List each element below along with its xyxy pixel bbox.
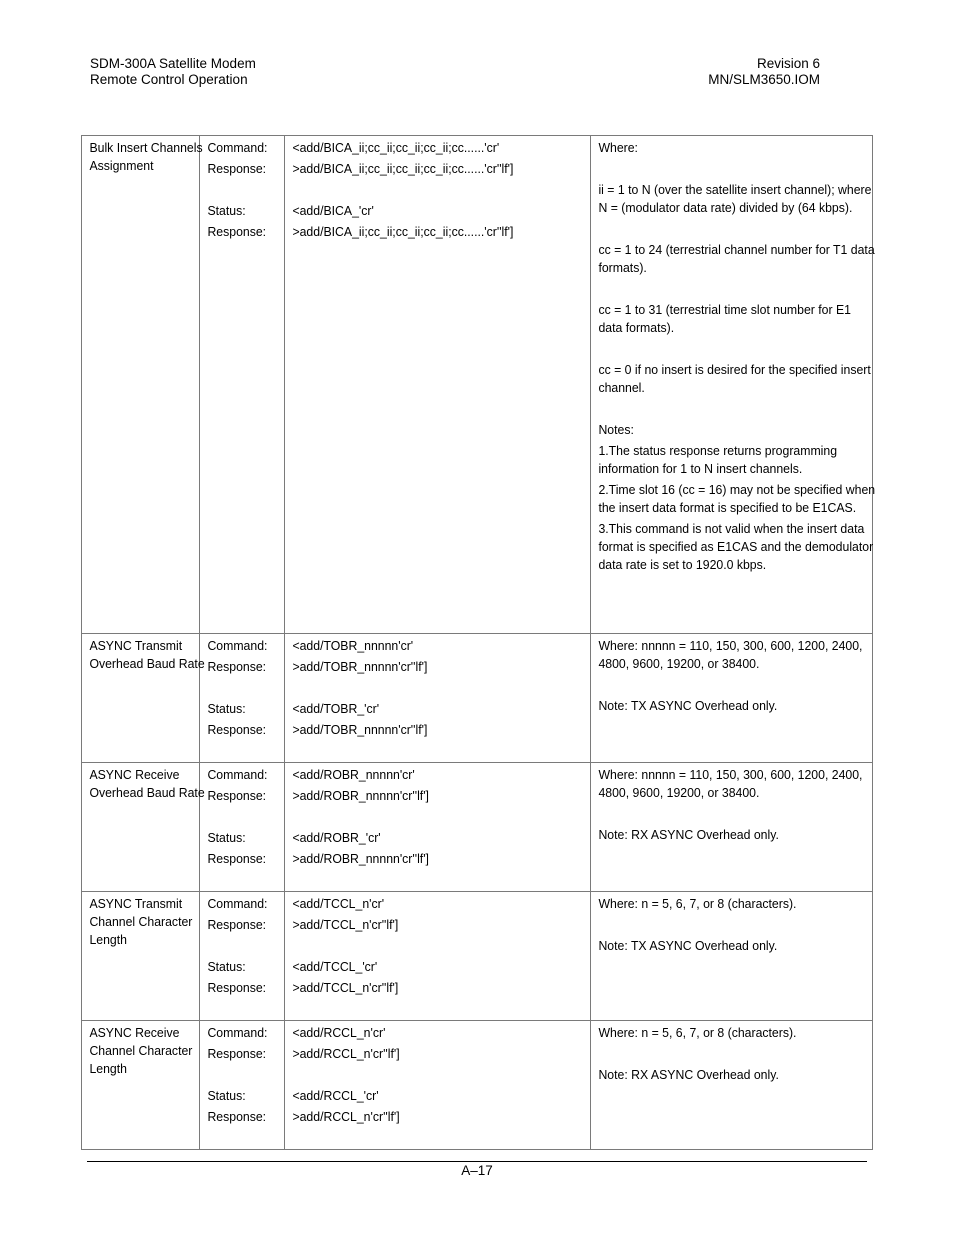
status-response-label: Response: bbox=[207, 980, 267, 995]
footer-rule bbox=[87, 1161, 867, 1162]
description-paragraph: cc = 1 to 24 (terrestrial channel number for T1 data formats). bbox=[598, 242, 875, 275]
section-title: Remote Control Operation bbox=[90, 72, 248, 87]
labels-cell bbox=[200, 1021, 298, 1149]
table-row bbox=[82, 892, 873, 1021]
status-label: Status: bbox=[207, 1088, 247, 1103]
note-text: Note: RX ASYNC Overhead only. bbox=[598, 827, 779, 842]
description-cell bbox=[591, 634, 886, 735]
status-label: Status: bbox=[207, 959, 247, 974]
status-syntax: <add/ROBR_'cr' bbox=[292, 830, 381, 845]
response-label: Response: bbox=[207, 1046, 267, 1061]
status-response-syntax: >add/BICA_ii;cc_ii;cc_ii;cc_ii;cc......'cr''lf'] bbox=[292, 224, 514, 239]
where-text: Where: nnnnn = 110, 150, 300, 600, 1200, 2400, 4800, 9600, 19200, or 38400. bbox=[598, 767, 863, 800]
response-label: Response: bbox=[207, 659, 267, 674]
note-item: 1.The status response returns programming information for 1 to N insert channels. bbox=[598, 443, 837, 476]
command-syntax: <add/BICA_ii;cc_ii;cc_ii;cc_ii;cc......'cr' bbox=[292, 140, 499, 155]
description-paragraph: ii = 1 to N (over the satellite insert channel); where N = (modulator data rate) divided by (64 kbps). bbox=[598, 182, 872, 215]
description-paragraph: cc = 0 if no insert is desired for the specified insert channel. bbox=[598, 362, 871, 395]
response-syntax: >add/TCCL_n'cr''lf'] bbox=[292, 917, 399, 932]
syntax-cell bbox=[285, 892, 604, 1020]
where-text: Where: n = 5, 6, 7, or 8 (characters). bbox=[598, 1025, 797, 1040]
command-syntax: <add/RCCL_n'cr' bbox=[292, 1025, 386, 1040]
status-response-label: Response: bbox=[207, 722, 267, 737]
revision-label: Revision 6 bbox=[756, 56, 820, 71]
syntax-cell bbox=[285, 763, 604, 891]
description-paragraph: cc = 1 to 31 (terrestrial time slot number for E1 data formats). bbox=[598, 302, 851, 335]
status-syntax: <add/TOBR_'cr' bbox=[292, 701, 379, 716]
parameter-name: ASYNC Transmit Channel Character Length bbox=[89, 896, 193, 947]
page-number: A–17 bbox=[461, 1163, 493, 1178]
syntax-cell bbox=[285, 136, 604, 264]
note-item: 3.This command is not valid when the insert data format is specified as E1CAS and the demodulator data rate is set to 1920.0 kbps. bbox=[598, 521, 874, 572]
page-header-left bbox=[90, 56, 256, 88]
command-syntax: <add/ROBR_nnnnn'cr' bbox=[292, 767, 415, 782]
description-cell bbox=[591, 1021, 886, 1104]
status-syntax: <add/TCCL_'cr' bbox=[292, 959, 377, 974]
where-label: Where: bbox=[598, 140, 638, 155]
note-text: Note: RX ASYNC Overhead only. bbox=[598, 1067, 779, 1082]
command-label: Command: bbox=[207, 638, 268, 653]
response-label: Response: bbox=[207, 161, 267, 176]
status-response-label: Response: bbox=[207, 224, 267, 239]
response-syntax: >add/ROBR_nnnnn'cr''lf'] bbox=[292, 788, 429, 803]
status-syntax: <add/RCCL_'cr' bbox=[292, 1088, 379, 1103]
labels-cell bbox=[200, 892, 298, 1020]
response-syntax: >add/RCCL_n'cr''lf'] bbox=[292, 1046, 400, 1061]
table-row bbox=[82, 634, 873, 763]
command-table bbox=[81, 135, 876, 1150]
parameter-name: ASYNC Receive Overhead Baud Rate bbox=[89, 767, 205, 800]
status-response-syntax: >add/TCCL_n'cr''lf'] bbox=[292, 980, 399, 995]
description-cell bbox=[591, 136, 886, 594]
syntax-cell bbox=[285, 1021, 604, 1149]
labels-cell bbox=[200, 136, 298, 264]
description-cell bbox=[591, 892, 886, 975]
manual-number: MN/SLM3650.IOM bbox=[708, 72, 820, 87]
parameter-name: ASYNC Receive Channel Character Length bbox=[89, 1025, 193, 1076]
parameter-name: Bulk Insert Channels Assignment bbox=[89, 140, 203, 173]
status-response-label: Response: bbox=[207, 851, 267, 866]
status-label: Status: bbox=[207, 830, 247, 845]
status-response-syntax: >add/RCCL_n'cr''lf'] bbox=[292, 1109, 400, 1124]
syntax-cell bbox=[285, 634, 604, 762]
status-syntax: <add/BICA_'cr' bbox=[292, 203, 374, 218]
status-label: Status: bbox=[207, 203, 247, 218]
parameter-name: ASYNC Transmit Overhead Baud Rate bbox=[89, 638, 205, 671]
table-row bbox=[82, 763, 873, 892]
response-label: Response: bbox=[207, 917, 267, 932]
where-text: Where: n = 5, 6, 7, or 8 (characters). bbox=[598, 896, 797, 911]
notes-label: Notes: bbox=[598, 422, 634, 437]
command-label: Command: bbox=[207, 1025, 268, 1040]
labels-cell bbox=[200, 763, 298, 891]
description-cell bbox=[591, 763, 886, 864]
response-label: Response: bbox=[207, 788, 267, 803]
where-text: Where: nnnnn = 110, 150, 300, 600, 1200, 2400, 4800, 9600, 19200, or 38400. bbox=[598, 638, 863, 671]
labels-cell bbox=[200, 634, 298, 762]
command-syntax: <add/TOBR_nnnnn'cr' bbox=[292, 638, 413, 653]
note-text: Note: TX ASYNC Overhead only. bbox=[598, 698, 778, 713]
status-response-syntax: >add/ROBR_nnnnn'cr''lf'] bbox=[292, 851, 429, 866]
status-response-label: Response: bbox=[207, 1109, 267, 1124]
command-syntax: <add/TCCL_n'cr' bbox=[292, 896, 384, 911]
command-label: Command: bbox=[207, 767, 268, 782]
note-text: Note: TX ASYNC Overhead only. bbox=[598, 938, 778, 953]
document-title: SDM-300A Satellite Modem bbox=[90, 56, 256, 71]
table-row bbox=[82, 1021, 873, 1150]
response-syntax: >add/BICA_ii;cc_ii;cc_ii;cc_ii;cc......'cr''lf'] bbox=[292, 161, 514, 176]
note-item: 2.Time slot 16 (cc = 16) may not be specified when the insert data format is specified to be E1CAS. bbox=[598, 482, 876, 515]
status-label: Status: bbox=[207, 701, 247, 716]
page-header-right bbox=[708, 56, 820, 88]
command-label: Command: bbox=[207, 140, 268, 155]
response-syntax: >add/TOBR_nnnnn'cr''lf'] bbox=[292, 659, 428, 674]
command-label: Command: bbox=[207, 896, 268, 911]
status-response-syntax: >add/TOBR_nnnnn'cr''lf'] bbox=[292, 722, 428, 737]
table-row bbox=[82, 136, 873, 634]
